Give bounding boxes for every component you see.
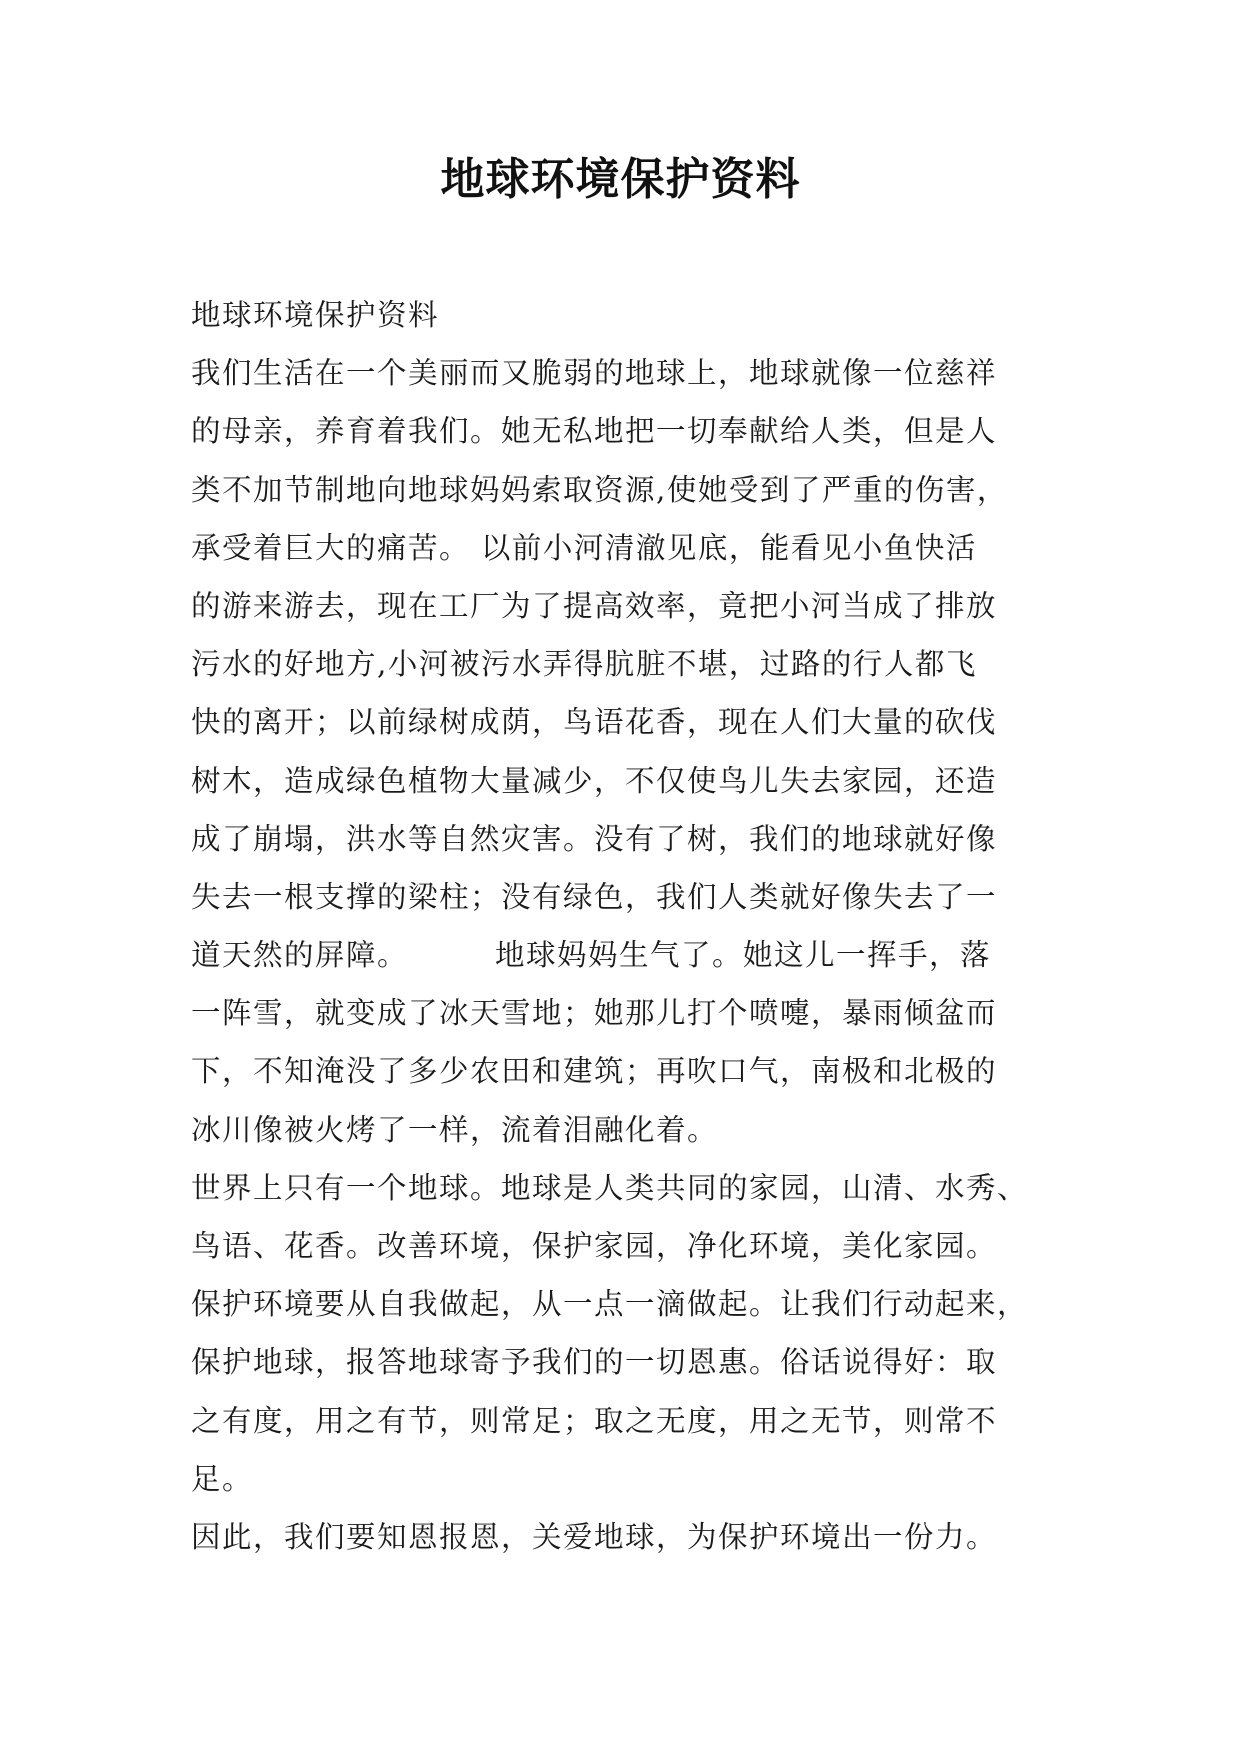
body-line: 鸟语、花香。改善环境，保护家园，净化环境，美化家园。 bbox=[191, 1229, 998, 1263]
body-line: 污水的好地方,小河被污水弄得肮脏不堪，过路的行人都飞 bbox=[191, 647, 977, 682]
body-line: 的游来游去，现在工厂为了提高效率，竟把小河当成了排放 bbox=[191, 588, 998, 623]
body-line: 失去一根支撑的梁柱；没有绿色，我们人类就好像失去了一 bbox=[191, 879, 998, 914]
document-title: 地球环境保护资料 bbox=[440, 154, 801, 205]
body-line: 承受着巨大的痛苦。 以前小河清澈见底，能看见小鱼快活 bbox=[191, 530, 977, 565]
body-line: 的母亲，养育着我们。她无私地把一切奉献给人类，但是人 bbox=[191, 414, 998, 449]
body-line: 因此，我们要知恩报恩，关爱地球，为保护环境出一份力。 bbox=[191, 1519, 998, 1554]
body-line: 下，不知淹没了多少农田和建筑；再吹口气，南极和北极的 bbox=[191, 1054, 998, 1089]
body-line: 冰川像被火烤了一样，流着泪融化着。 bbox=[191, 1112, 719, 1147]
body-line: 保护环境要从自我做起，从一点一滴做起。让我们行动起来， bbox=[191, 1287, 1029, 1322]
body-line: 一阵雪，就变成了冰天雪地；她那儿打个喷嚏，暴雨倾盆而 bbox=[191, 996, 998, 1031]
document-body bbox=[191, 286, 1059, 1566]
body-line: 世界上只有一个地球。地球是人类共同的家园，山清、水秀、 bbox=[191, 1170, 1029, 1205]
body-line: 保护地球，报答地球寄予我们的一切恩惠。俗话说得好：取 bbox=[191, 1345, 998, 1380]
body-line: 我们生活在一个美丽而又脆弱的地球上，地球就像一位慈祥 bbox=[191, 356, 998, 391]
body-line: 足。 bbox=[191, 1461, 254, 1496]
body-line: 地球环境保护资料 bbox=[191, 298, 440, 332]
body-line: 之有度，用之有节，则常足；取之无度，用之无节，则常不 bbox=[191, 1403, 998, 1438]
body-line: 快的离开；以前绿树成荫，鸟语花香，现在人们大量的砍伐 bbox=[191, 705, 998, 740]
body-line: 道天然的屏障。 地球妈妈生气了。她这儿一挥手，落 bbox=[191, 938, 992, 973]
body-line: 成了崩塌，洪水等自然灾害。没有了树，我们的地球就好像 bbox=[191, 821, 998, 856]
body-line: 树木，造成绿色植物大量减少，不仅使鸟儿失去家园，还造 bbox=[191, 763, 998, 798]
body-line: 类不加节制地向地球妈妈索取资源,使她受到了严重的伤害， bbox=[191, 472, 1008, 507]
